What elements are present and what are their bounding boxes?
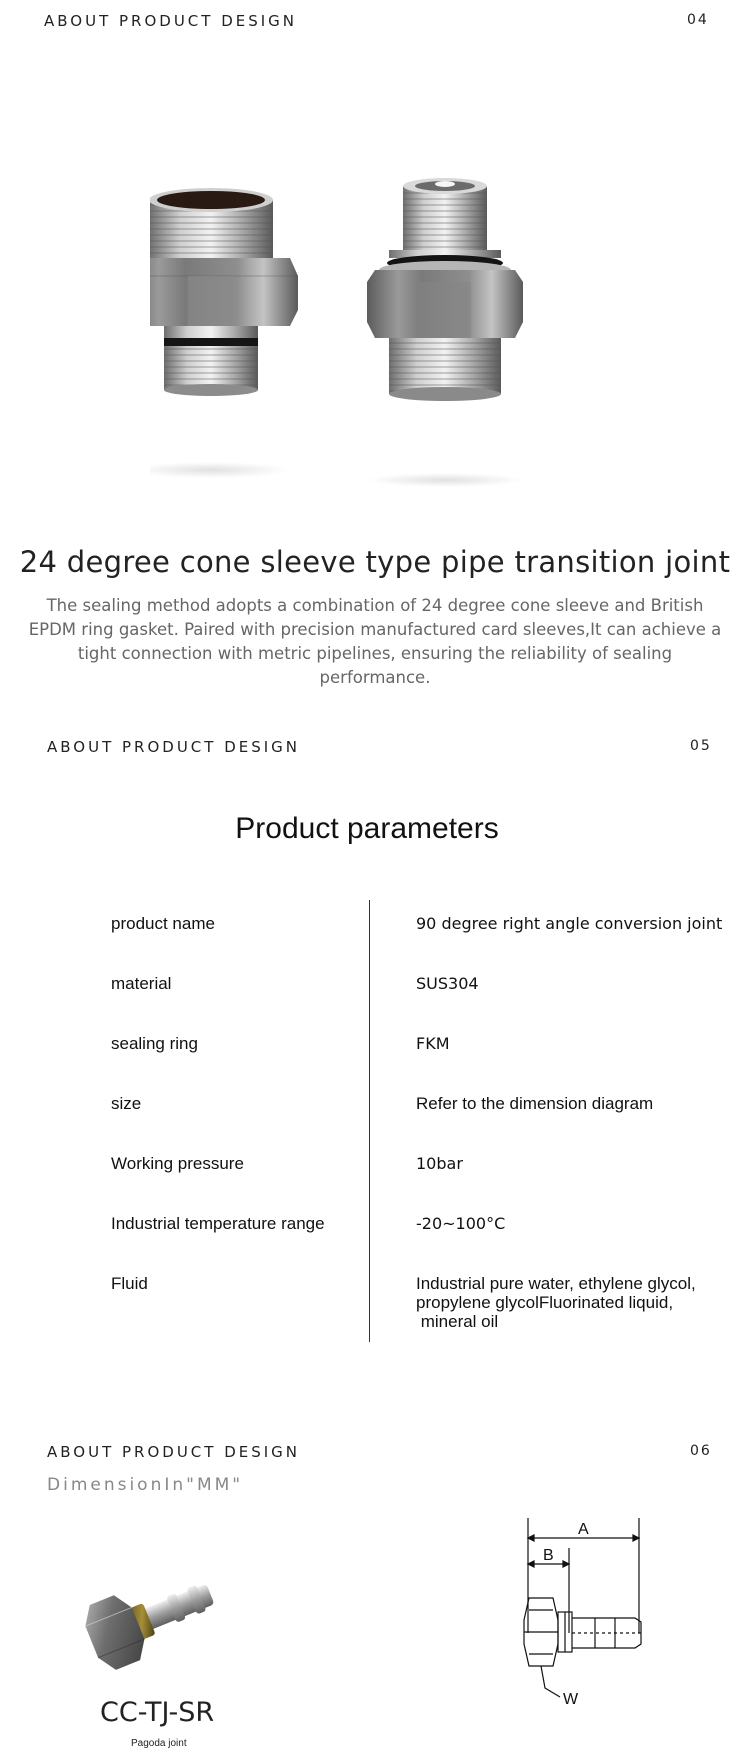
section-label-05: ABOUT PRODUCT DESIGN <box>47 738 301 756</box>
parameter-label: material <box>111 974 172 993</box>
parameter-value-line: Industrial pure water, ethylene glycol, <box>416 1274 696 1293</box>
description-line: The sealing method adopts a combination of 24 degree cone sleeve and British <box>46 596 704 615</box>
pagoda-joint-fitting-icon <box>80 1570 230 1680</box>
dimension-subtitle: DimensionIn"MM" <box>47 1475 244 1495</box>
section-number-04: 04 <box>687 12 709 28</box>
dimension-diagram-icon <box>515 1498 675 1718</box>
hex-adapter-fitting-icon <box>367 178 523 487</box>
dimension-label-w: W <box>563 1691 579 1708</box>
section-number-05: 05 <box>690 738 712 754</box>
model-subtitle: Pagoda joint <box>131 1738 187 1749</box>
section-label-04: ABOUT PRODUCT DESIGN <box>44 12 298 30</box>
intro-description <box>20 594 730 690</box>
parameter-value: SUS304 <box>416 974 479 993</box>
description-line: EPDM ring gasket. Paired with precision manufactured card sleeves,It can achieve a <box>28 620 722 639</box>
parameter-label: size <box>111 1094 142 1113</box>
parameter-label: sealing ring <box>111 1034 198 1053</box>
parameter-label: product name <box>111 914 215 933</box>
parameters-title: Product parameters <box>235 812 499 845</box>
description-line: tight connection with metric pipelines, ensuring the reliability of sealing performance. <box>77 644 673 687</box>
section-number-06: 06 <box>690 1443 712 1459</box>
parameter-label: Fluid <box>111 1274 148 1293</box>
parameter-label: Industrial temperature range <box>111 1214 325 1233</box>
model-name: CC-TJ-SR <box>100 1697 215 1728</box>
hex-nipple-fitting-icon <box>150 188 298 478</box>
dimension-label-b: B <box>543 1547 554 1564</box>
parameter-value: FKM <box>416 1034 450 1053</box>
parameter-value <box>416 1274 746 1331</box>
section-label-06: ABOUT PRODUCT DESIGN <box>47 1443 301 1461</box>
dimension-label-a: A <box>578 1521 589 1538</box>
parameter-value: Refer to the dimension diagram <box>416 1094 654 1113</box>
parameter-value: -20~100°C <box>416 1214 506 1233</box>
parameters-divider <box>369 900 370 1342</box>
intro-title: 24 degree cone sleeve type pipe transition joint <box>19 545 731 579</box>
parameter-value-line: mineral oil <box>416 1312 499 1331</box>
parameter-value-line: propylene glycolFluorinated liquid, <box>416 1293 674 1312</box>
parameter-value: 10bar <box>416 1154 463 1173</box>
parameter-value: 90 degree right angle conversion joint <box>416 914 723 933</box>
product-hero-image <box>150 170 600 490</box>
parameter-label: Working pressure <box>111 1154 244 1173</box>
